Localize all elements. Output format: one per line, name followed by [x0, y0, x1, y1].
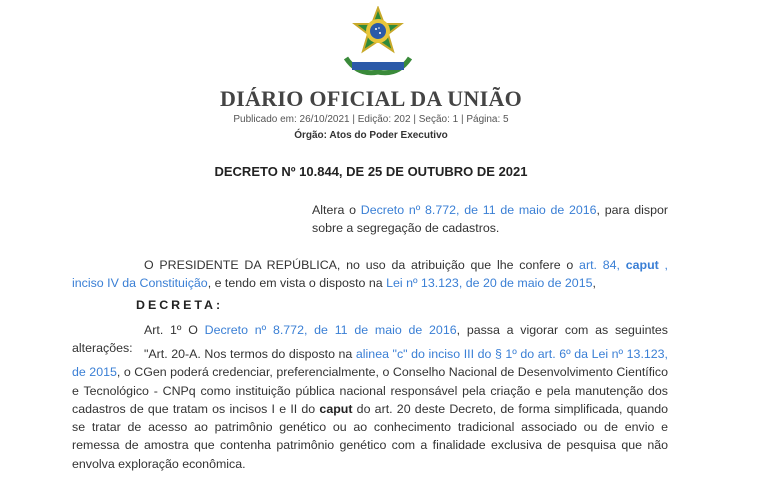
text: , passa a vigorar com as seguintes alterações:: [72, 323, 668, 356]
gazette-title: DIÁRIO OFICIAL DA UNIÃO: [219, 86, 523, 111]
brazil-coat-of-arms-emblem: [338, 6, 418, 76]
ementa-paragraph: [312, 201, 668, 238]
text: O PRESIDENTE DA REPÚBLICA, no uso da atribuição que lhe confere o: [144, 258, 580, 272]
preamble-paragraph: [72, 256, 668, 293]
text: , o CGen poderá credenciar, preferencialmente, o Conselho Nacional de Desenvolvimento Científico e Tecnológico - CNPq como instituição pública nacional responsável pela criação e pela manutenção dos cadastros de que tratam os incisos I e II do: [72, 365, 669, 416]
art-84-link[interactable]: art. 84,: [579, 258, 626, 272]
text: do art. 20 deste Decreto, de forma simplificada, quando se tratar de acesso ao patrimônio genético ou ao conhecimento tradicional associado ou de envio e remessa de amostra que contenha patrimônio genético com a finalidade exclusiva de pesquisa que não envolva exploração econômica.: [72, 401, 668, 471]
decree-title: DECRETO Nº 10.844, DE 25 DE OUTUBRO DE 2021: [214, 164, 528, 179]
decreta-heading: DECRETA:: [136, 298, 224, 312]
organ-info: Órgão: Atos do Poder Executivo: [294, 130, 448, 141]
text: , e tendo em vista o disposto na: [207, 276, 387, 291]
decree-8772-link[interactable]: Decreto nº 8.772, de 11 de maio de 2016: [204, 323, 457, 337]
lei-13123-art6-link[interactable]: alinea "c" do inciso III do § 1º do art. 6º da Lei nº 13.123, de 2015: [72, 347, 668, 380]
text: Art. 1º O: [144, 323, 205, 337]
text: "Art. 20-A. Nos termos do disposto na: [144, 347, 356, 361]
decree-8772-link[interactable]: Decreto nº 8.772, de 11 de maio de 2016: [360, 203, 597, 217]
publication-info: Publicado em: 26/10/2021 | Edição: 202 | Seção: 1 | Página: 5: [233, 114, 509, 125]
caput-bold: caput: [319, 401, 353, 416]
text: Altera o: [312, 203, 361, 217]
constitution-link[interactable]: , inciso IV da Constituição: [72, 258, 669, 291]
article-20a-paragraph: [72, 345, 668, 473]
text: ,: [592, 276, 596, 291]
lei-13123-link[interactable]: Lei nº 13.123, de 20 de maio de 2015: [386, 276, 593, 291]
text: , para dispor sobre a segregação de cadastros.: [312, 203, 669, 236]
caput-link[interactable]: caput: [625, 258, 659, 272]
